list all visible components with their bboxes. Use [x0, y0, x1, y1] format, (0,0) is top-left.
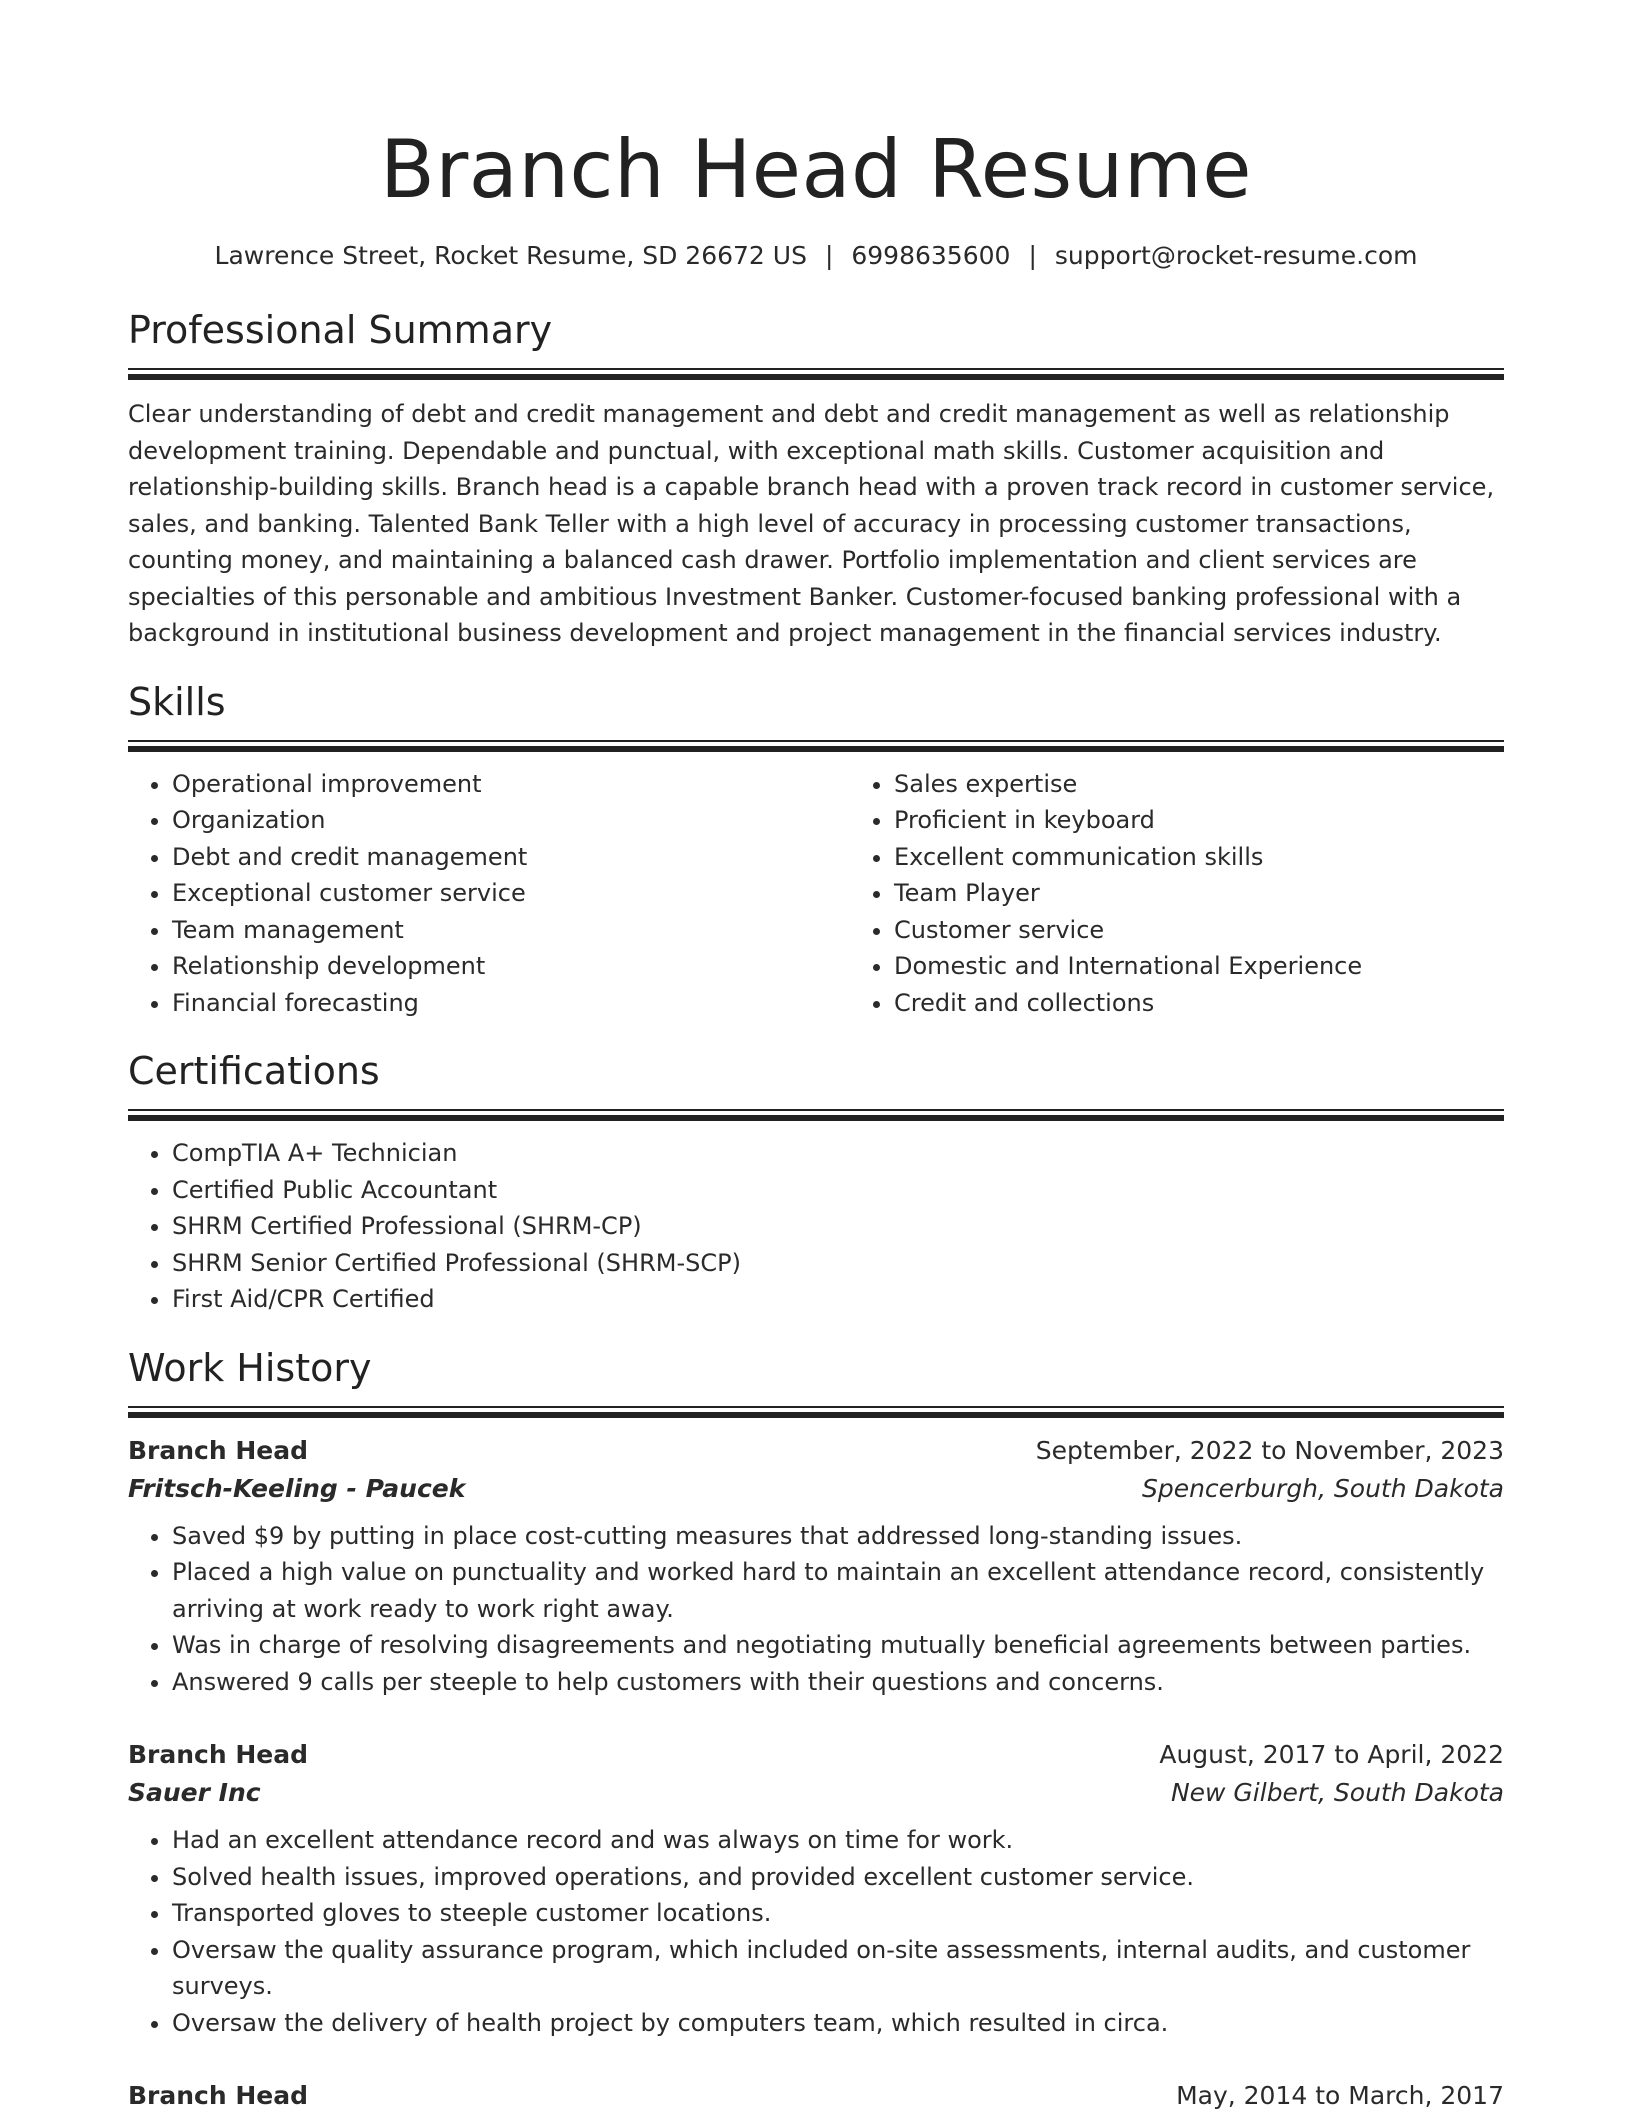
section-divider — [128, 368, 1504, 380]
skill-item: • Organization — [172, 802, 850, 839]
resume-title: Branch Head Resume — [128, 122, 1504, 218]
job-bullet: • Oversaw the delivery of health project by computers team, which resulted in circa. — [172, 2005, 1504, 2042]
job-header-row — [128, 1736, 1504, 1774]
job-title: Branch Head — [128, 1432, 308, 1470]
summary-section — [128, 306, 1504, 652]
certifications-section — [128, 1047, 1504, 1318]
job-bullet: • Had an excellent attendance record and was always on time for work. — [172, 1822, 1504, 1859]
work-history-section — [128, 1344, 1504, 2115]
skill-item: • Exceptional customer service — [172, 875, 850, 912]
job-subheader-row — [128, 1774, 1504, 1812]
contact-phone: 6998635600 — [851, 241, 1010, 270]
job-bullets — [128, 1822, 1504, 2041]
certifications-list — [128, 1135, 1504, 1318]
job-dates: September, 2022 to November, 2023 — [1036, 1432, 1504, 1470]
certification-item: • SHRM Certified Professional (SHRM-CP) — [172, 1208, 1504, 1245]
skill-item: • Proficient in keyboard — [894, 802, 1572, 839]
job-entry — [128, 1432, 1504, 1701]
skills-list-left — [128, 766, 850, 1022]
skill-item: • Credit and collections — [894, 985, 1572, 1022]
job-bullet: • Placed a high value on punctuality and worked hard to maintain an excellent attendance record, consistently arriving at work ready to work right away. — [172, 1554, 1504, 1627]
section-title-work-history: Work History — [128, 1344, 1504, 1392]
section-title-certifications: Certifications — [128, 1047, 1504, 1095]
certification-item: • First Aid/CPR Certified — [172, 1281, 1504, 1318]
contact-address: Lawrence Street, Rocket Resume, SD 26672 US — [215, 241, 807, 270]
job-bullet: • Solved health issues, improved operations, and provided excellent customer service. — [172, 1859, 1504, 1896]
skill-item: • Team Player — [894, 875, 1572, 912]
job-title: Branch Head — [128, 2077, 308, 2115]
job-header-row — [128, 1432, 1504, 1470]
skill-item: • Debt and credit management — [172, 839, 850, 876]
job-company: Sauer Inc — [128, 1774, 261, 1812]
skills-list-right — [850, 766, 1572, 1022]
job-bullets — [128, 1518, 1504, 1701]
certification-item: • CompTIA A+ Technician — [172, 1135, 1504, 1172]
job-company: Fritsch-Keeling - Paucek — [128, 1470, 465, 1508]
job-location: Spencerburgh, South Dakota — [1142, 1470, 1504, 1508]
skill-item: • Team management — [172, 912, 850, 949]
skill-item: • Domestic and International Experience — [894, 948, 1572, 985]
job-subheader-row — [128, 1470, 1504, 1508]
skill-item: • Sales expertise — [894, 766, 1572, 803]
section-title-skills: Skills — [128, 678, 1504, 726]
section-divider — [128, 740, 1504, 752]
skill-item: • Excellent communication skills — [894, 839, 1572, 876]
summary-text: Clear understanding of debt and credit management and debt and credit management as well as relationship development training. Dependable and punctual, with exceptional math skills. Customer acquisition and relationship-building skills. Branch head is a capable branch head with a proven track record in customer service, sales, and banking. Talented Bank Teller with a high level of accuracy in processing customer transactions, counting money, and maintaining a balanced cash drawer. Portfolio implementation and client services are specialties of this personable and ambitious Investment Banker. Customer-focused banking professional with a background in institutional business development and project management in the financial services industry. — [128, 396, 1504, 652]
contact-separator: | — [825, 240, 833, 272]
job-bullet: • Was in charge of resolving disagreements and negotiating mutually beneficial agreements between parties. — [172, 1627, 1504, 1664]
skill-item: • Financial forecasting — [172, 985, 850, 1022]
skill-item: • Relationship development — [172, 948, 850, 985]
job-entry — [128, 2077, 1504, 2115]
contact-separator: | — [1028, 240, 1036, 272]
job-header-row — [128, 2077, 1504, 2115]
skill-item: • Operational improvement — [172, 766, 850, 803]
resume-page — [128, 0, 1504, 2115]
certification-item: • Certified Public Accountant — [172, 1172, 1504, 1209]
job-dates: August, 2017 to April, 2022 — [1159, 1736, 1504, 1774]
job-bullet: • Answered 9 calls per steeple to help customers with their questions and concerns. — [172, 1664, 1504, 1701]
skill-item: • Customer service — [894, 912, 1572, 949]
section-title-summary: Professional Summary — [128, 306, 1504, 354]
job-entry — [128, 1736, 1504, 2041]
job-bullet: • Saved $9 by putting in place cost-cutting measures that addressed long-standing issues. — [172, 1518, 1504, 1555]
contact-line — [128, 240, 1504, 272]
job-bullet: • Transported gloves to steeple customer locations. — [172, 1895, 1504, 1932]
section-divider — [128, 1406, 1504, 1418]
job-title: Branch Head — [128, 1736, 308, 1774]
job-dates: May, 2014 to March, 2017 — [1176, 2077, 1504, 2115]
job-location: New Gilbert, South Dakota — [1171, 1774, 1504, 1812]
section-divider — [128, 1109, 1504, 1121]
contact-email[interactable]: support@rocket-resume.com — [1055, 241, 1418, 270]
skills-grid — [128, 752, 1504, 1022]
skills-section — [128, 678, 1504, 1022]
job-bullet: • Oversaw the quality assurance program, which included on-site assessments, internal audits, and customer surveys. — [172, 1932, 1504, 2005]
certification-item: • SHRM Senior Certified Professional (SHRM-SCP) — [172, 1245, 1504, 1282]
